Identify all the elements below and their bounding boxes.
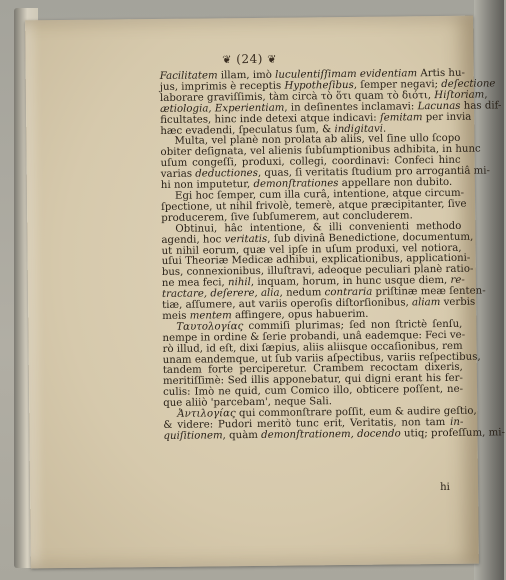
- text-segment: illam, imò: [217, 69, 276, 82]
- text-segment: , quas, ſi veritatis ſtudium pro arrogantiâ mi-: [257, 165, 491, 180]
- text-segment: per invia: [422, 111, 472, 123]
- text-segment: qui commonſtrare poſſit, eum & audire geſtio,: [235, 405, 477, 420]
- text-segment: agendi, hoc: [161, 233, 225, 246]
- italic-text: re-: [450, 274, 465, 287]
- italic-text: indigitavi: [334, 123, 384, 135]
- book-page: [25, 16, 506, 569]
- body-text: [159, 67, 506, 443]
- text-segment: .: [382, 123, 387, 135]
- text-segment: , quàm: [222, 429, 262, 442]
- italic-text: deductiones: [195, 168, 258, 180]
- text-line: [163, 427, 506, 443]
- text-segment: has dif-: [460, 100, 502, 112]
- italic-text: demonſtrationem, docendo: [261, 428, 401, 441]
- text-segment: hæc evadendi, ſpeculatus ſum, &: [160, 123, 335, 137]
- text-segment: tandem forte perciperetur. Crambem recoctam dixeris,: [162, 362, 463, 377]
- italic-text: demonſtrationes: [253, 178, 339, 191]
- italic-text: Lacunas: [417, 100, 461, 112]
- italic-text: ætiologia, Experientiam: [160, 102, 285, 115]
- text-segment: jus, imprimis è receptis: [159, 80, 285, 93]
- text-segment: que aliiò 'parcebam', neque Sali.: [163, 396, 333, 410]
- text-segment: producerem, ſive ſubſumerem, aut concluderem.: [161, 210, 413, 224]
- text-segment: uſui Theoriæ Medicæ adhibui, explicationibus, applicationi-: [161, 253, 471, 268]
- text-segment: appellare non dubito.: [338, 176, 453, 190]
- italic-text: deſectione: [441, 78, 496, 90]
- text-segment: ut nihil eorum, quæ vel ipſe in uſum produxi, vel notiora,: [161, 242, 462, 257]
- text-segment: , ſub divinâ Benedictione, documentum,: [267, 231, 474, 245]
- text-segment: , nedum: [279, 287, 325, 299]
- text-segment: culis: Imò ne quid, cum Comico illo, obticere poſſent, ne-: [162, 384, 464, 399]
- text-segment: priſtinæ meæ ſenten-: [372, 285, 486, 298]
- text-segment: & videre: Pudori meritò tunc erit, Veritatis, non tam: [163, 416, 451, 431]
- italic-text: Ταυτολογίας: [176, 320, 244, 333]
- text-segment: hi non imputetur,: [160, 179, 254, 192]
- text-segment: nempe in ordine & ſerie probandi, unâ eademque: Feci ve-: [162, 329, 466, 344]
- text-segment: ,: [484, 89, 488, 101]
- right-ornament-icon: ❦: [267, 52, 277, 66]
- text-segment: meis: [162, 310, 190, 322]
- text-segment: ficultates, hinc inde detexi atque indicavi:: [160, 112, 380, 126]
- text-segment: unam eandemque, ut ſub variis aſpectibus, variis reſpectibus,: [162, 351, 481, 366]
- italic-text: aliam: [411, 297, 441, 309]
- text-segment: rò illud, id eſt, dixi ſæpius, aliis aliisque occaſionibus, rem: [162, 340, 463, 355]
- text-segment: laborare graviſſimis, tàm circà τὸ ὅτι quam τὸ διότι,: [159, 89, 435, 104]
- text-segment: affingere, opus habuerim.: [231, 308, 369, 322]
- text-segment: commiſi plurimas; ſed non ſtrictè ſenſu,: [243, 318, 463, 332]
- text-segment: uſum congeſſi, produxi, collegi, coordinavi: Confeci hinc: [160, 155, 461, 170]
- italic-text: quiſitionem: [163, 430, 223, 442]
- text-segment: Multa, vel planè non prolata ab aliis, vel ſine ullo ſcopo: [174, 133, 461, 148]
- italic-text: mentem: [189, 310, 232, 322]
- text-segment: , inquam, horum, in hunc usque diem,: [250, 275, 451, 289]
- text-segment: Artis hu-: [417, 67, 466, 80]
- italic-text: veritatis: [224, 233, 268, 245]
- left-ornament-icon: ❦: [222, 53, 232, 67]
- text-segment: obiter deſignata, vel alienis ſubſumptionibus adhibita, in hunc: [160, 143, 481, 159]
- italic-text: nihil: [227, 277, 251, 289]
- catchword: hi: [440, 481, 450, 494]
- text-segment: ne mea feci,: [161, 277, 229, 290]
- text-segment: ſpectione, ut nihil frivolè, temerè, atque præcipitanter, ſive: [161, 198, 467, 213]
- italic-text: ſemitam: [379, 111, 423, 124]
- italic-text: Hiſtoriam: [434, 89, 485, 101]
- italic-text: contraria: [324, 286, 373, 299]
- italic-text: Ἀντιλογίας: [177, 408, 236, 420]
- italic-text: Facilitatem: [159, 70, 218, 82]
- page-header: [25, 50, 473, 69]
- text-segment: Obtinui, hâc intentione, & illi convenienti methodo: [175, 220, 462, 235]
- italic-text: Hypotheſibus: [284, 79, 354, 92]
- italic-text: luculentiſſimam evidentiam: [275, 68, 418, 81]
- text-segment: utiq; profeſſum, mi-: [400, 427, 506, 440]
- page-number: (24): [236, 51, 263, 67]
- text-segment: , ſemper negavi;: [353, 78, 442, 91]
- text-segment: bus, connexionibus, illuſtravi, adeoque peculiari planè ratio-: [161, 263, 474, 279]
- text-segment: verbis: [440, 296, 476, 309]
- text-segment: tiæ, aſſumere, aut variis operoſis diſtorſionibus,: [162, 297, 413, 311]
- italic-text: in-: [450, 416, 464, 428]
- text-segment: varias: [160, 168, 196, 181]
- text-segment: , in deſinentes inclamavi:: [284, 100, 418, 114]
- text-segment: meritiſſimè: Sed illis apponebatur, qui digni erant his fer-: [162, 373, 463, 388]
- italic-text: tractare, deſerere, alia: [161, 287, 280, 301]
- text-segment: Egi hoc ſemper, cum illa curâ, intentione, atque circum-: [174, 187, 465, 202]
